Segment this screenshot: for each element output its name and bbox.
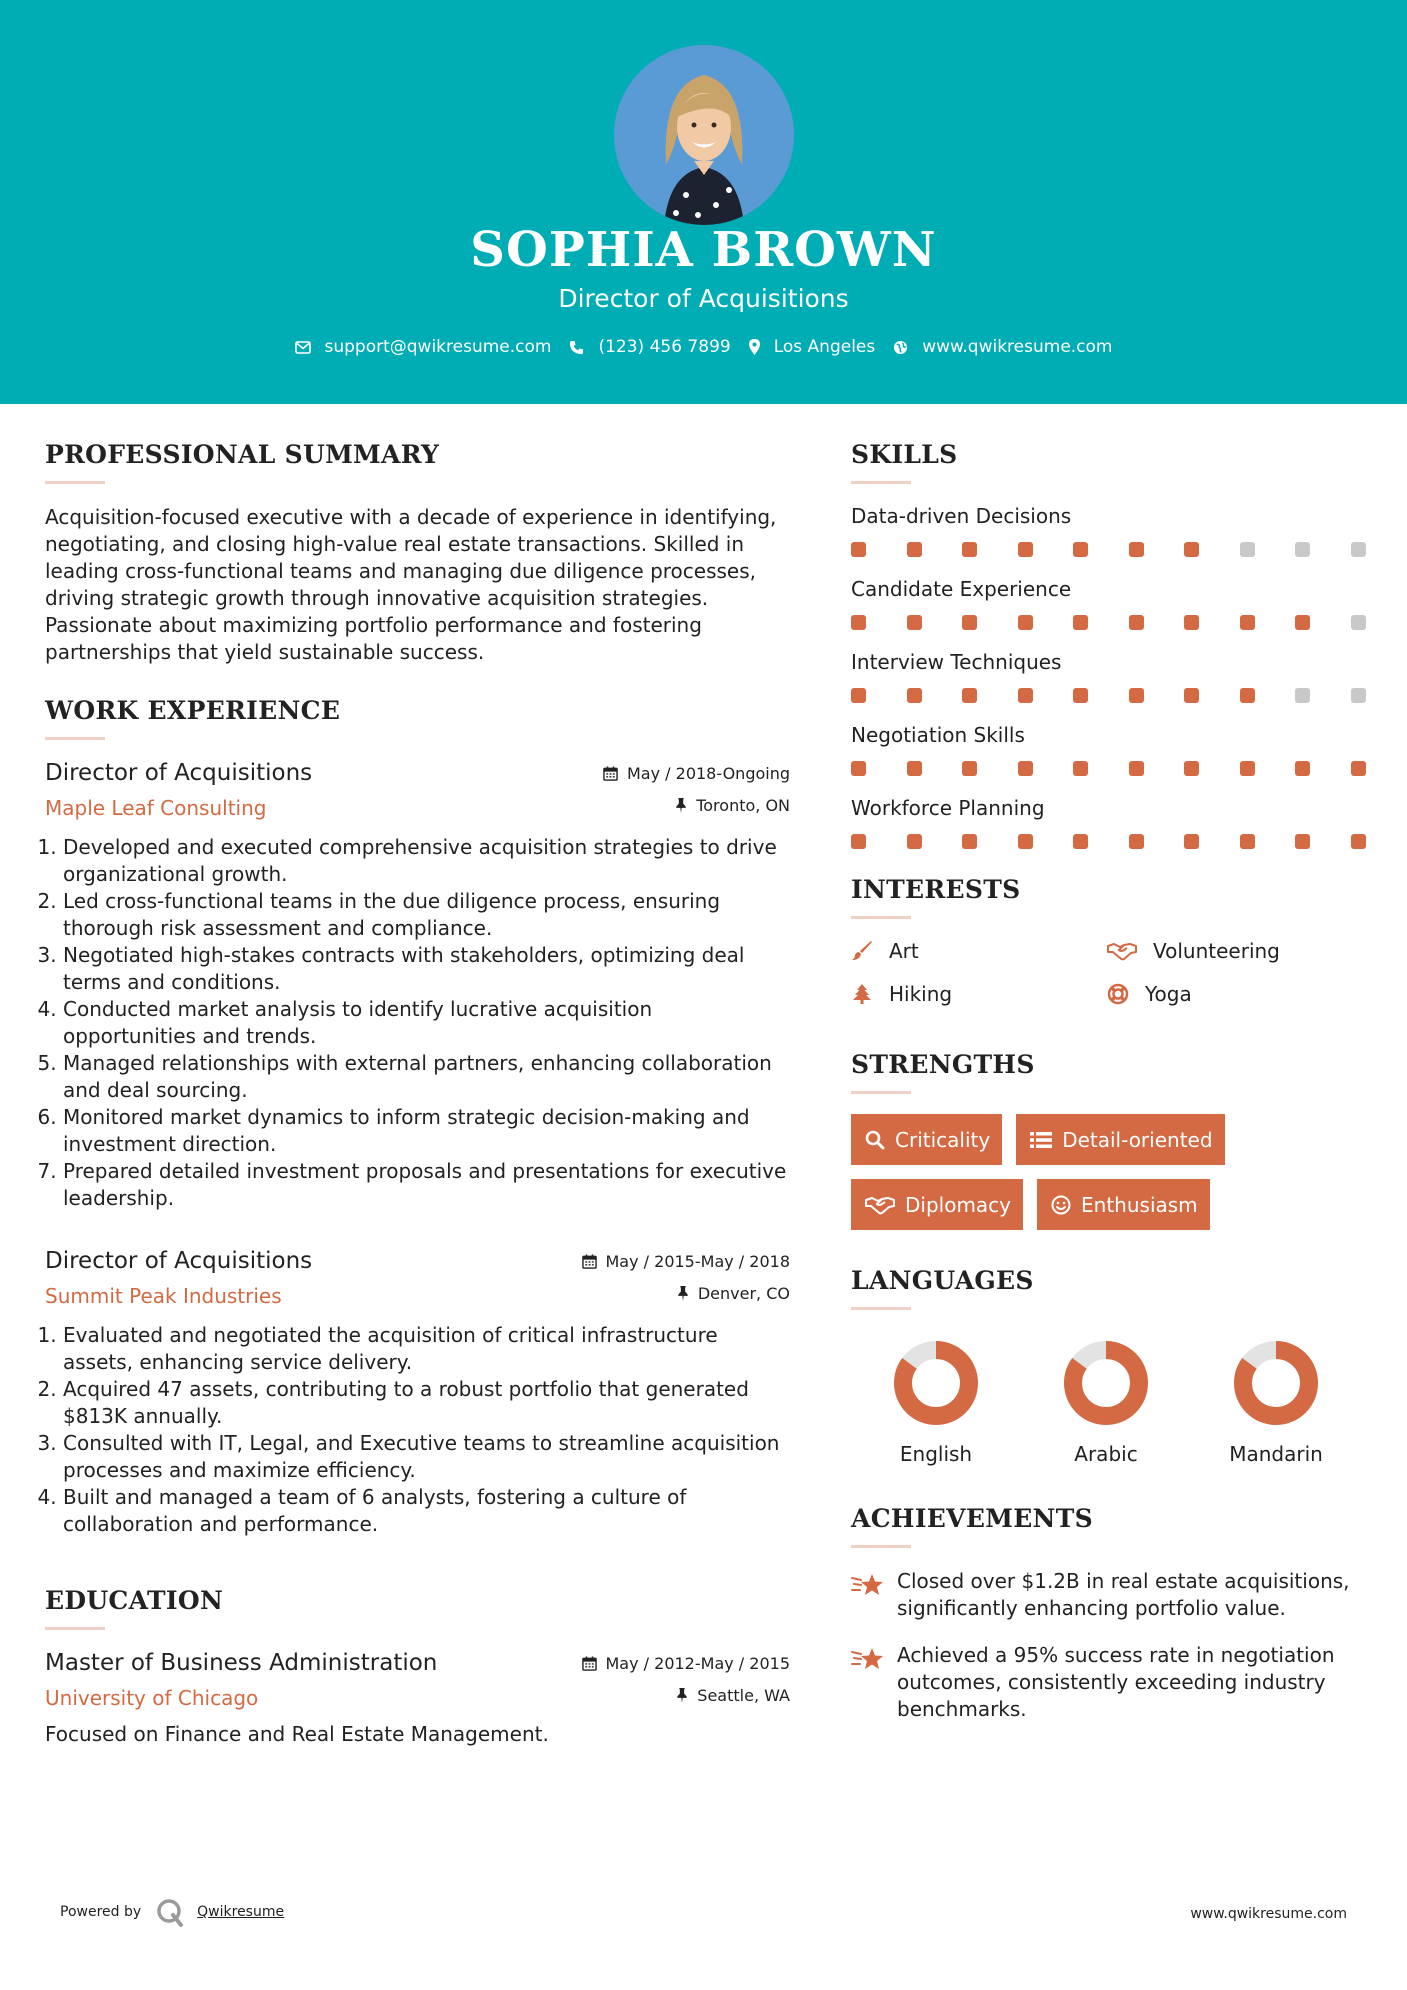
skill-item	[851, 650, 1371, 703]
job-bullets	[45, 1322, 790, 1538]
rating-dot	[851, 761, 866, 776]
contact-email-text: support@qwikresume.com	[324, 337, 552, 357]
qwikresume-logo-icon	[155, 1897, 185, 1927]
list-item: 1. Evaluated and negotiated the acquisition of critical infrastructure assets, enhancing service delivery.	[63, 1322, 790, 1376]
job-date	[582, 1252, 791, 1271]
achievement-item	[851, 1568, 1371, 1622]
map-pin-icon	[749, 339, 760, 355]
rating-dot	[1351, 761, 1366, 776]
rating-dot	[907, 761, 922, 776]
interests-heading: INTERESTS	[851, 875, 1021, 904]
skill-rating	[851, 834, 1371, 849]
contact-bar	[0, 337, 1407, 357]
education-heading: EDUCATION	[45, 1586, 224, 1615]
rating-dot	[962, 542, 977, 557]
tree-icon	[851, 983, 873, 1005]
list-item: 7. Prepared detailed investment proposals and presentations for executive leadership.	[63, 1158, 790, 1212]
section-divider	[45, 737, 105, 740]
rating-dot	[851, 834, 866, 849]
contact-location-text: Los Angeles	[773, 337, 876, 357]
rating-dot	[1129, 688, 1144, 703]
achievement-text: Closed over $1.2B in real estate acquisitions, significantly enhancing portfolio value.	[897, 1569, 1350, 1620]
calendar-icon	[603, 766, 618, 781]
calendar-icon	[582, 1656, 597, 1671]
skill-item	[851, 577, 1371, 630]
interest-item	[851, 939, 1107, 963]
search-icon	[865, 1130, 885, 1150]
candidate-title: Director of Acquisitions	[558, 284, 849, 313]
job-company: Summit Peak Industries	[45, 1284, 282, 1308]
rating-dot	[851, 542, 866, 557]
strength-label: Detail-oriented	[1062, 1127, 1213, 1152]
strength-tag	[851, 1114, 1002, 1165]
resume-header	[0, 0, 1407, 404]
interest-label: Volunteering	[1153, 939, 1280, 963]
language-item	[1021, 1340, 1191, 1466]
list-item: 4. Built and managed a team of 6 analysts, fostering a culture of collaboration and performance.	[63, 1484, 790, 1538]
smile-icon	[1051, 1195, 1071, 1215]
list-item: 2. Acquired 47 assets, contributing to a robust portfolio that generated $813K annually.	[63, 1376, 790, 1430]
languages-section	[851, 1266, 1371, 1466]
language-name: English	[899, 1442, 973, 1466]
rating-dot	[1184, 688, 1199, 703]
rating-dot	[1018, 761, 1033, 776]
skill-rating	[851, 688, 1371, 703]
rating-dot	[1351, 542, 1366, 557]
job-date-text: May / 2015-May / 2018	[605, 1252, 790, 1271]
profile-photo	[614, 45, 794, 225]
skill-item	[851, 796, 1371, 849]
strength-tag	[851, 1179, 1023, 1230]
rating-dot	[1295, 761, 1310, 776]
skill-rating	[851, 761, 1371, 776]
job-date-text: May / 2018-Ongoing	[627, 764, 790, 783]
language-name: Arabic	[1074, 1442, 1138, 1466]
education-date	[582, 1654, 791, 1673]
skill-name: Data-driven Decisions	[851, 504, 1072, 528]
job-title: Director of Acquisitions	[45, 760, 313, 786]
rating-dot	[851, 688, 866, 703]
rating-dot	[1295, 688, 1310, 703]
skill-name: Workforce Planning	[851, 796, 1045, 820]
handshake-icon	[1107, 941, 1137, 961]
contact-phone-text: (123) 456 7899	[598, 337, 731, 357]
rating-dot	[851, 615, 866, 630]
candidate-name: SOPHIA BROWN	[470, 222, 937, 278]
experience-section	[45, 696, 790, 1538]
contact-phone[interactable]	[569, 337, 730, 357]
rating-dot	[1184, 761, 1199, 776]
section-divider	[851, 1545, 911, 1548]
languages-heading: LANGUAGES	[851, 1266, 1034, 1295]
education-description: Focused on Finance and Real Estate Management.	[45, 1722, 549, 1746]
job-entry	[45, 760, 790, 1212]
list-item: 1. Developed and executed comprehensive acquisition strategies to drive organizational growth.	[63, 834, 790, 888]
strengths-section	[851, 1050, 1371, 1244]
section-divider	[45, 481, 105, 484]
left-column	[45, 440, 790, 1746]
skills-section	[851, 440, 1371, 849]
job-bullets	[45, 834, 790, 1212]
contact-email[interactable]	[295, 337, 552, 357]
rating-dot	[1018, 688, 1033, 703]
job-company: Maple Leaf Consulting	[45, 796, 267, 820]
paintbrush-icon	[851, 940, 873, 962]
rating-dot	[1184, 615, 1199, 630]
section-divider	[851, 1091, 911, 1094]
rating-dot	[1018, 615, 1033, 630]
achievement-text: Achieved a 95% success rate in negotiation outcomes, consistently exceeding industry benchmarks.	[897, 1643, 1335, 1721]
strength-label: Enthusiasm	[1081, 1192, 1198, 1217]
rating-dot	[1129, 834, 1144, 849]
skill-name: Candidate Experience	[851, 577, 1072, 601]
envelope-icon	[295, 341, 311, 354]
contact-location	[749, 337, 876, 357]
interest-label: Yoga	[1145, 982, 1192, 1006]
rating-dot	[1184, 542, 1199, 557]
summary-section	[45, 440, 790, 666]
list-item: 6. Monitored market dynamics to inform strategic decision-making and investment direction.	[63, 1104, 790, 1158]
rating-dot	[962, 688, 977, 703]
skill-item	[851, 504, 1371, 557]
rating-dot	[1073, 834, 1088, 849]
rating-dot	[962, 834, 977, 849]
rating-dot	[1295, 615, 1310, 630]
footer-website[interactable]: www.qwikresume.com	[1190, 1906, 1347, 1922]
interests-list	[851, 939, 1371, 1006]
handshake-icon	[865, 1195, 895, 1215]
rating-dot	[1240, 834, 1255, 849]
rating-dot	[1073, 615, 1088, 630]
skill-name: Interview Techniques	[851, 650, 1062, 674]
list-item: 3. Consulted with IT, Legal, and Executive teams to streamline acquisition processes and maximize efficiency.	[63, 1430, 790, 1484]
job-location-text: Denver, CO	[697, 1284, 790, 1303]
rating-dot	[1073, 542, 1088, 557]
phone-icon	[569, 340, 584, 355]
interest-label: Hiking	[889, 982, 953, 1006]
experience-heading: WORK EXPERIENCE	[45, 696, 341, 725]
lifebuoy-icon	[1107, 983, 1129, 1005]
interests-section	[851, 875, 1371, 1006]
list-item: 3. Negotiated high-stakes contracts with stakeholders, optimizing deal terms and conditions.	[63, 942, 790, 996]
language-item	[1191, 1340, 1361, 1466]
language-item	[851, 1340, 1021, 1466]
rating-dot	[1073, 688, 1088, 703]
rating-dot	[962, 761, 977, 776]
calendar-icon	[582, 1254, 597, 1269]
interest-item	[1107, 939, 1363, 963]
job-title: Director of Acquisitions	[45, 1248, 313, 1274]
rating-dot	[962, 615, 977, 630]
degree-title: Master of Business Administration	[45, 1650, 438, 1676]
pushpin-icon	[677, 1286, 689, 1301]
language-proficiency-ring	[1233, 1340, 1319, 1426]
rating-dot	[1240, 688, 1255, 703]
school-name: University of Chicago	[45, 1686, 259, 1710]
job-date	[603, 764, 790, 783]
education-date-text: May / 2012-May / 2015	[605, 1654, 790, 1673]
shooting-star-icon	[851, 1572, 885, 1598]
strength-label: Criticality	[895, 1127, 991, 1152]
education-location-text: Seattle, WA	[697, 1686, 790, 1705]
rating-dot	[1018, 542, 1033, 557]
powered-by-text: Powered by	[60, 1904, 142, 1920]
rating-dot	[907, 542, 922, 557]
summary-heading: PROFESSIONAL SUMMARY	[45, 440, 440, 469]
rating-dot	[907, 834, 922, 849]
skills-heading: SKILLS	[851, 440, 958, 469]
list-item: 4. Conducted market analysis to identify lucrative acquisition opportunities and trends.	[63, 996, 790, 1050]
globe-icon	[893, 340, 908, 355]
language-proficiency-ring	[893, 1340, 979, 1426]
achievements-section	[851, 1504, 1371, 1723]
achievements-heading: ACHIEVEMENTS	[851, 1504, 1093, 1533]
rating-dot	[1129, 615, 1144, 630]
section-divider	[851, 916, 911, 919]
skill-item	[851, 723, 1371, 776]
rating-dot	[1184, 834, 1199, 849]
skill-rating	[851, 542, 1371, 557]
section-divider	[45, 1627, 105, 1630]
job-entry	[45, 1248, 790, 1538]
language-name: Mandarin	[1229, 1442, 1323, 1466]
interest-label: Art	[889, 939, 919, 963]
contact-website-text: www.qwikresume.com	[922, 337, 1113, 357]
skills-list	[851, 504, 1371, 849]
rating-dot	[1129, 761, 1144, 776]
right-column	[851, 440, 1371, 1723]
interest-item	[1107, 982, 1363, 1006]
rating-dot	[1351, 834, 1366, 849]
strength-tag	[1016, 1114, 1224, 1165]
list-item: 5. Managed relationships with external partners, enhancing collaboration and deal sourcing.	[63, 1050, 790, 1104]
skill-name: Negotiation Skills	[851, 723, 1025, 747]
skill-rating	[851, 615, 1371, 630]
interest-item	[851, 982, 1107, 1006]
brand-link[interactable]: Qwikresume	[197, 1904, 285, 1920]
strength-label: Diplomacy	[905, 1192, 1012, 1217]
languages-list	[851, 1340, 1371, 1466]
list-item: 2. Led cross-functional teams in the due diligence process, ensuring thorough risk assessment and compliance.	[63, 888, 790, 942]
rating-dot	[1240, 615, 1255, 630]
list-icon	[1030, 1131, 1052, 1149]
strengths-list	[851, 1114, 1371, 1244]
rating-dot	[1351, 688, 1366, 703]
shooting-star-icon	[851, 1646, 885, 1672]
education-entry	[45, 1650, 790, 1746]
job-location	[677, 1284, 790, 1303]
rating-dot	[1129, 542, 1144, 557]
pushpin-icon	[675, 798, 687, 813]
rating-dot	[907, 615, 922, 630]
footer-powered-by	[60, 1897, 284, 1927]
rating-dot	[1073, 761, 1088, 776]
pushpin-icon	[676, 1688, 688, 1703]
rating-dot	[1351, 615, 1366, 630]
strengths-heading: STRENGTHS	[851, 1050, 1035, 1079]
rating-dot	[1018, 834, 1033, 849]
rating-dot	[1295, 542, 1310, 557]
strength-tag	[1037, 1179, 1210, 1230]
education-section	[45, 1586, 790, 1746]
rating-dot	[907, 688, 922, 703]
contact-website[interactable]	[893, 337, 1112, 357]
rating-dot	[1295, 834, 1310, 849]
section-divider	[851, 481, 911, 484]
rating-dot	[1240, 761, 1255, 776]
section-divider	[851, 1307, 911, 1310]
summary-text: Acquisition-focused executive with a decade of experience in identifying, negotiating, and closing high-value real estate transactions. Skilled in leading cross-functional teams and managing due diligence processes, driving strategic growth through innovative acquisition strategies. Passionate about maximizing portfolio performance and fostering partnerships that yield sustainable success.	[45, 505, 777, 664]
rating-dot	[1240, 542, 1255, 557]
education-location	[676, 1686, 790, 1705]
job-location	[675, 796, 790, 815]
job-location-text: Toronto, ON	[696, 796, 790, 815]
achievement-item	[851, 1642, 1371, 1723]
language-proficiency-ring	[1063, 1340, 1149, 1426]
